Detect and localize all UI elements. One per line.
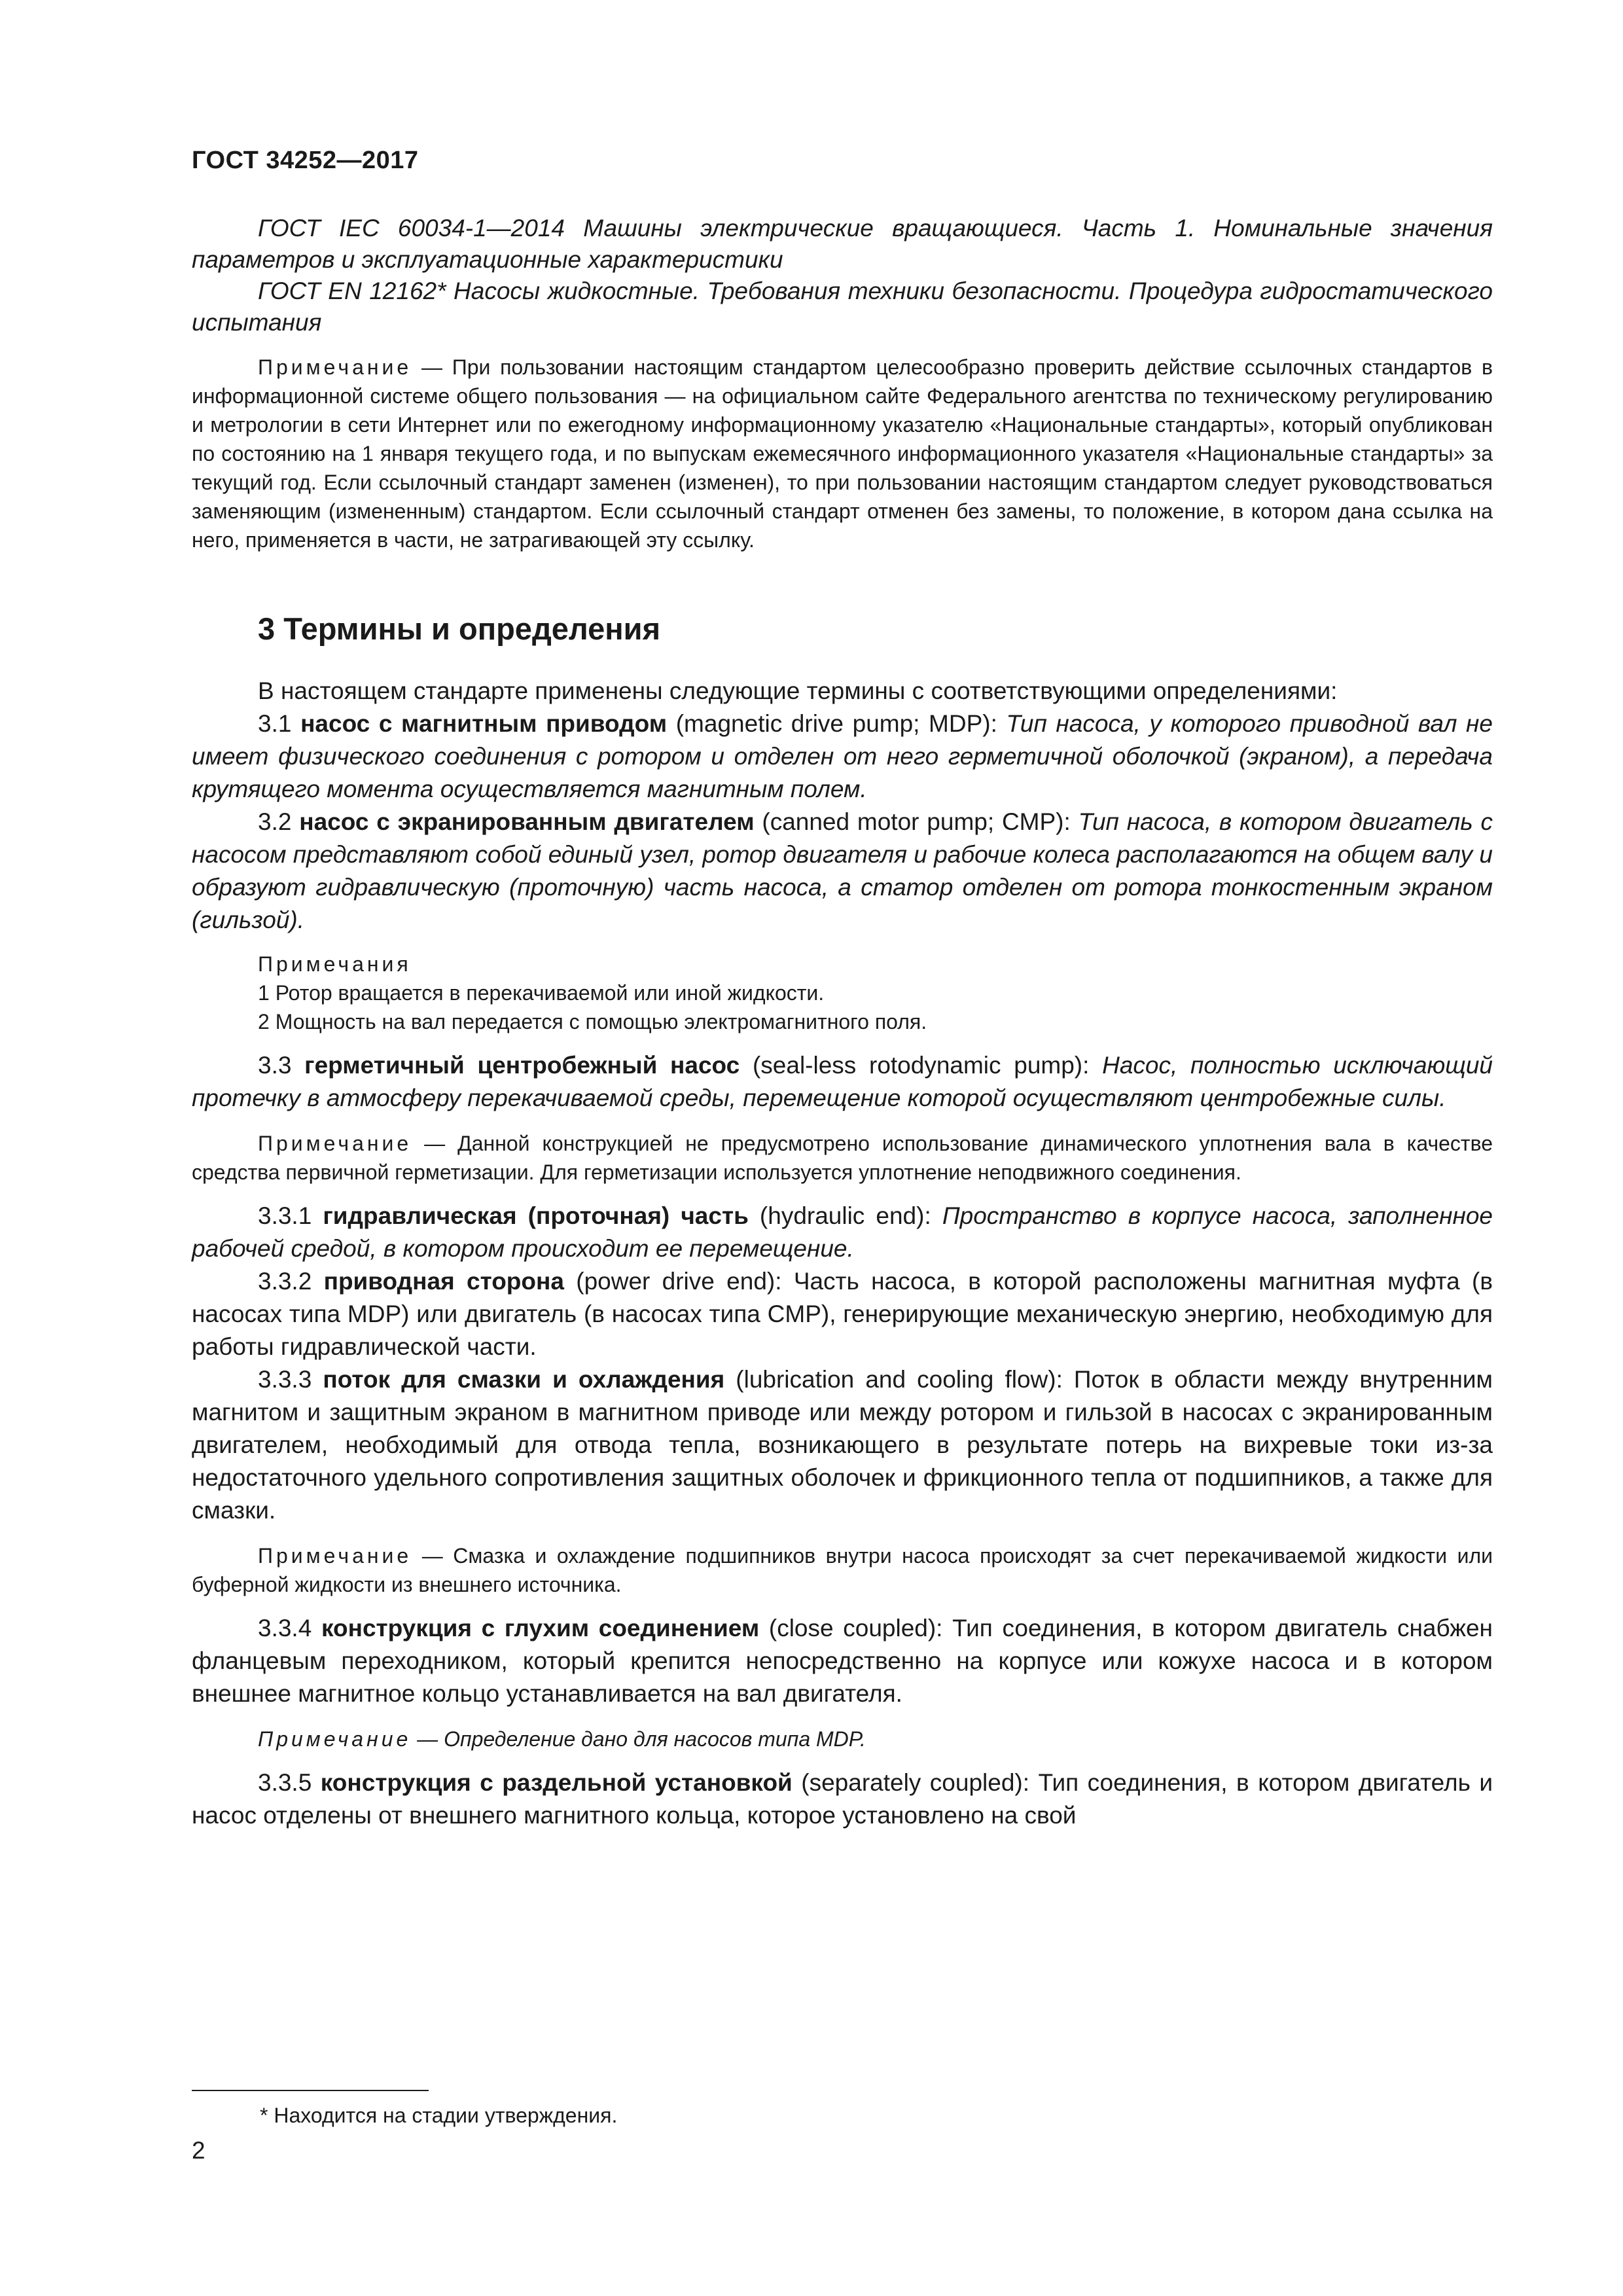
term-number: 3.1 bbox=[258, 710, 301, 737]
footnote-divider bbox=[192, 2090, 429, 2091]
term-name: приводная сторона bbox=[323, 1268, 564, 1295]
reference-item: ГОСТ EN 12162* Насосы жидкостные. Требования техники безопасности. Процедура гидростатического испытания bbox=[192, 278, 1493, 336]
term-3-3-3 bbox=[192, 1363, 1493, 1527]
term-number: 3.3.4 bbox=[258, 1615, 321, 1641]
note-text: — Данной конструкцией не предусмотрено использование динамического уплотнения вала в качестве средства первичной герметизации. Для герметизации используется уплотнение неподвижного соединения. bbox=[192, 1132, 1493, 1184]
term-definition: Пространство в корпусе насоса, заполненное рабочей средой, в котором происходит ее перемещение. bbox=[192, 1202, 1493, 1262]
note-text: — Определение дано для насосов типа MDP. bbox=[411, 1727, 866, 1751]
term-english: (seal-less rotodynamic pump): bbox=[740, 1052, 1103, 1079]
term-name: конструкция с раздельной установкой bbox=[320, 1769, 793, 1796]
term-number: 3.3.5 bbox=[258, 1769, 321, 1796]
term-number: 3.3.2 bbox=[258, 1268, 324, 1295]
note-paragraph bbox=[192, 1541, 1493, 1599]
term-number: 3.3 bbox=[258, 1052, 305, 1079]
note-item: 1 Ротор вращается в перекачиваемой или иной жидкости. bbox=[258, 981, 825, 1005]
note-paragraph bbox=[192, 1725, 1493, 1753]
page-number: 2 bbox=[192, 2137, 205, 2164]
document-header: ГОСТ 34252—2017 bbox=[192, 147, 419, 174]
term-3-3-2 bbox=[192, 1265, 1493, 1363]
term-3-3-5 bbox=[192, 1767, 1493, 1832]
term-3-3 bbox=[192, 1049, 1493, 1115]
term-number: 3.3.1 bbox=[258, 1202, 323, 1229]
term-definition: Насос, полностью исключающий протечку в атмосферу перекачиваемой среды, перемещение которой осуществляют центробежные силы. bbox=[192, 1052, 1493, 1111]
section-heading: 3 Термины и определения bbox=[258, 611, 660, 646]
term-name: поток для смазки и охлаждения bbox=[323, 1366, 725, 1393]
term-definition: Тип соединения, в котором двигатель и насос отделены от внешнего магнитного кольца, которое установлено на свой bbox=[192, 1769, 1493, 1829]
note-text: — Смазка и охлаждение подшипников внутри насоса происходят за счет перекачиваемой жидкости или буферной жидкости из внешнего источника. bbox=[192, 1544, 1493, 1596]
notes-label: Примечания bbox=[258, 952, 412, 976]
note-item: 2 Мощность на вал передается с помощью электромагнитного поля. bbox=[258, 1010, 927, 1033]
term-name: насос с магнитным приводом bbox=[300, 710, 668, 737]
term-name: насос с экранированным двигателем bbox=[299, 808, 755, 835]
term-3-1 bbox=[192, 708, 1493, 806]
term-definition: Тип соединения, в котором двигатель снабжен фланцевым переходником, который крепится непосредственно на корпусе или кожухе насоса и в котором внешнее магнитное кольцо устанавливается на вал двигателя. bbox=[192, 1615, 1493, 1707]
term-english: (lubrication and cooling flow): bbox=[724, 1366, 1074, 1393]
note-label: Примечание bbox=[258, 355, 412, 379]
footnote: * Находится на стадии утверждения. bbox=[260, 2104, 618, 2127]
term-english: (hydraulic end): bbox=[748, 1202, 942, 1229]
term-3-3-4 bbox=[192, 1612, 1493, 1710]
note-label: Примечание bbox=[258, 1544, 412, 1568]
section-intro: В настоящем стандарте применены следующие термины с соответствующими определениями: bbox=[258, 677, 1338, 704]
term-number: 3.3.3 bbox=[258, 1366, 323, 1393]
term-definition: Тип насоса, в котором двигатель с насосом представляют собой единый узел, ротор двигателя и рабочие колеса располагаются на общем валу и образуют гидравлическую (проточную) часть насоса, а статор отделен от ротора тонкостенным экраном (гильзой). bbox=[192, 808, 1493, 933]
note-label: Примечание bbox=[258, 1132, 412, 1155]
term-english: (close coupled): bbox=[759, 1615, 953, 1641]
term-name: герметичный центробежный насос bbox=[304, 1052, 740, 1079]
term-english: (canned motor pump; CMP): bbox=[754, 808, 1079, 835]
term-name: гидравлическая (проточная) часть bbox=[323, 1202, 749, 1229]
term-english: (power drive end): bbox=[563, 1268, 794, 1295]
reference-item: ГОСТ IEC 60034-1—2014 Машины электрические вращающиеся. Часть 1. Номинальные значения параметров и эксплуатационные характеристики bbox=[192, 215, 1493, 273]
term-definition: Тип насоса, у которого приводной вал не имеет физического соединения с ротором и отделен от него герметичной оболочкой (экраном), а передача крутящего момента осуществляется магнитным полем. bbox=[192, 710, 1493, 802]
term-name: конструкция с глухим соединением bbox=[321, 1615, 760, 1641]
term-english: (magnetic drive pump; MDP): bbox=[667, 710, 1007, 737]
notes-block bbox=[192, 950, 1493, 1036]
note-paragraph bbox=[192, 353, 1493, 554]
note-paragraph bbox=[192, 1129, 1493, 1187]
note-text: — При пользовании настоящим стандартом целесообразно проверить действие ссылочных стандартов в информационной системе общего пользования — на официальном сайте Федерального агентства по техническому регулированию и метрологии в сети Интернет или по ежегодному информационному указателю «Национальные стандарты», который опубликован по состоянию на 1 января текущего года, и по выпускам ежемесячного информационного указателя «Национальные стандарты» за текущий год. Если ссылочный стандарт заменен (изменен), то при пользовании настоящим стандартом следует руководствоваться заменяющим (измененным) стандартом. Если ссылочный стандарт отменен без замены, то положение, в котором дана ссылка на него, применяется в части, не затрагивающей эту ссылку. bbox=[192, 355, 1493, 552]
term-definition: Часть насоса, в которой расположены магнитная муфта (в насосах типа MDP) или двигатель (в насосах типа CMP), генерирующие механическую энергию, необходимую для работы гидравлической части. bbox=[192, 1268, 1493, 1360]
term-definition: Поток в области между внутренним магнитом и защитным экраном в магнитном приводе или между ротором и гильзой в насосах с экранированным двигателем, необходимый для отвода тепла, возникающего в результате потерь на вихревые токи из-за недостаточного удельного сопротивления защитных оболочек и фрикционного тепла от подшипников, а также для смазки. bbox=[192, 1366, 1493, 1524]
term-3-3-1 bbox=[192, 1200, 1493, 1265]
term-number: 3.2 bbox=[258, 808, 300, 835]
term-3-2 bbox=[192, 806, 1493, 937]
term-english: (separately coupled): bbox=[792, 1769, 1039, 1796]
page-content bbox=[192, 213, 1493, 1832]
note-label: Примечание bbox=[258, 1727, 412, 1751]
